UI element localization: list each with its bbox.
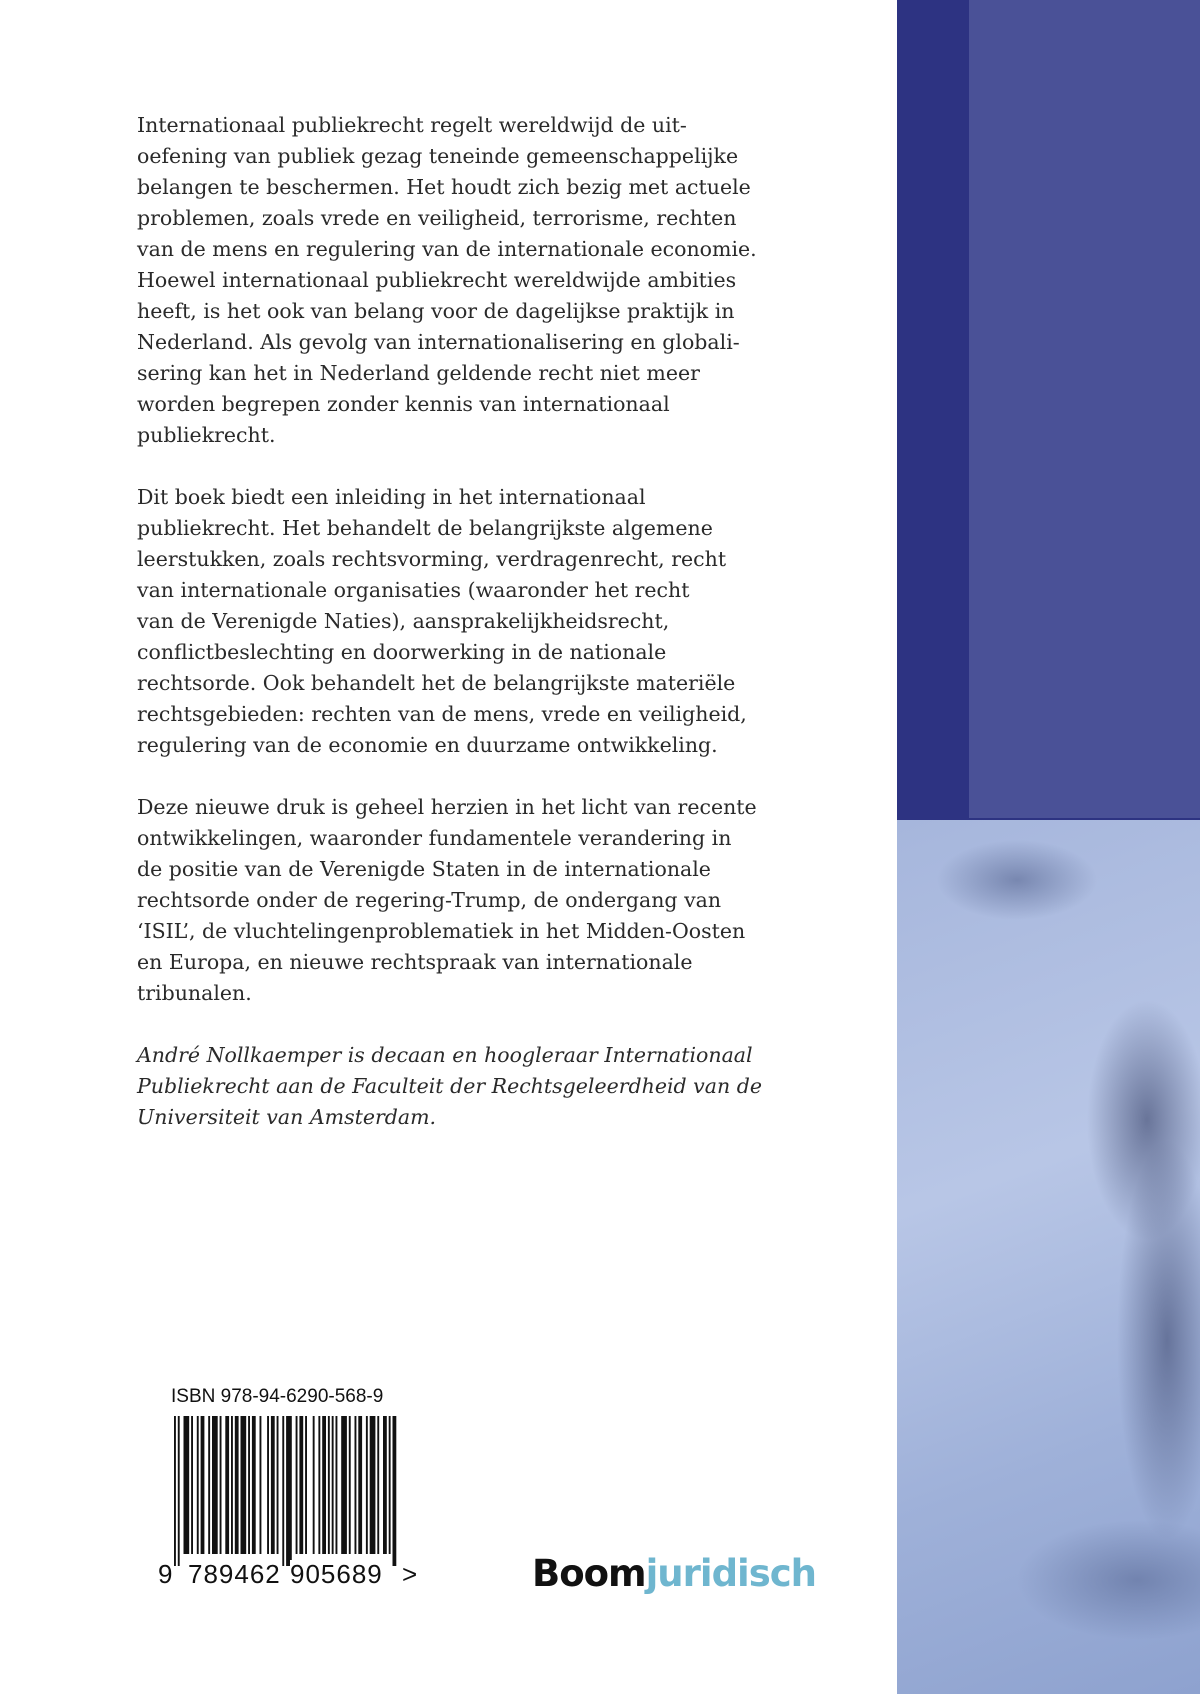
blurb-paragraph [137, 792, 837, 1009]
back-cover-blurb [137, 110, 837, 1164]
text-line: sering kan het in Nederland geldende recht niet meer [137, 361, 700, 385]
barcode-bar [305, 1416, 307, 1554]
logo-boom: Boom [532, 1552, 646, 1595]
text-line: rechtsorde. Ook behandelt het de belangrijkste materiële [137, 671, 736, 695]
barcode-bar [235, 1416, 239, 1554]
text-line: leerstukken, zoals rechtsvorming, verdragenrecht, recht [137, 547, 727, 571]
barcode-bar [299, 1416, 303, 1554]
barcode-bar [341, 1416, 347, 1554]
barcode-bar [231, 1416, 233, 1554]
blurb-paragraph [137, 482, 837, 761]
barcode-bar [208, 1416, 210, 1554]
text-line: Nederland. Als gevolg van internationalisering en globali- [137, 330, 740, 354]
barcode-bar [252, 1416, 256, 1554]
text-line: ‘ISIL’, de vluchtelingenproblematiek in het Midden-Oosten [137, 919, 746, 943]
text-line: conflictbeslechting en doorwerking in de nationale [137, 640, 667, 664]
barcode-digits-left: 789462 [188, 1559, 281, 1589]
barcode-bar [191, 1416, 193, 1554]
barcode-bar [332, 1416, 334, 1554]
text-line: regulering van de economie en duurzame ontwikkeling. [137, 733, 718, 757]
text-line: Deze nieuwe druk is geheel herzien in het licht van recente [137, 795, 757, 819]
barcode-bar [178, 1416, 180, 1566]
text-line: rechtsgebieden: rechten van de mens, vrede en veiligheid, [137, 702, 747, 726]
barcode-bar [377, 1416, 379, 1554]
barcode [174, 1416, 399, 1566]
publisher-logo [532, 1552, 816, 1595]
text-line: Hoewel internationaal publiekrecht wereldwijde ambities [137, 268, 737, 292]
text-line: Publiekrecht aan de Faculteit der Rechtsgeleerdheid van de [137, 1074, 762, 1098]
barcode-bar [393, 1416, 397, 1566]
barcode-bar [370, 1416, 376, 1554]
barcode-bar [322, 1416, 326, 1554]
text-line: rechtsorde onder de regering-Trump, de ondergang van [137, 888, 722, 912]
barcode-bar [267, 1416, 269, 1554]
barcode-bar [358, 1416, 362, 1554]
text-line: publiekrecht. Het behandelt de belangrijkste algemene [137, 516, 713, 540]
barcode-bar [389, 1416, 391, 1554]
barcode-digits-right: 905689 [290, 1559, 383, 1589]
barcode-bar [349, 1416, 351, 1554]
barcode-bar [318, 1416, 320, 1554]
barcode-bar [282, 1416, 284, 1566]
barcode-bar [212, 1416, 218, 1554]
text-line: belangen te beschermen. Het houdt zich bezig met actuele [137, 175, 751, 199]
barcode-bar [197, 1416, 199, 1554]
text-line: van de mens en regulering van de internationale economie. [137, 237, 757, 261]
text-line: Internationaal publiekrecht regelt wereldwijd de uit- [137, 113, 687, 137]
barcode-bar [174, 1416, 176, 1566]
text-line: de positie van de Verenigde Staten in de internationale [137, 857, 711, 881]
barcode-bar [220, 1416, 222, 1554]
barcode-bar [383, 1416, 387, 1554]
barcode-bar [277, 1416, 279, 1554]
logo-juridisch: juridisch [645, 1552, 817, 1595]
blurb-paragraph [137, 110, 837, 451]
barcode-bar [260, 1416, 262, 1554]
text-line: tribunalen. [137, 981, 252, 1005]
text-line: en Europa, en nieuwe rechtspraak van internationale [137, 950, 693, 974]
barcode-bar [313, 1416, 315, 1554]
text-line: ontwikkelingen, waaronder fundamentele verandering in [137, 826, 732, 850]
text-line: van internationale organisaties (waaronder het recht [137, 578, 690, 602]
isbn-label: ISBN 978-94-6290-568-9 [171, 1386, 384, 1407]
text-line: publiekrecht. [137, 423, 276, 447]
barcode-bar [355, 1416, 357, 1554]
text-line: Universiteit van Amsterdam. [137, 1105, 437, 1129]
text-line: Dit boek biedt een inleiding in het internationaal [137, 485, 646, 509]
text-line: oefening van publiek gezag teneinde gemeenschappelijke [137, 144, 739, 168]
dark-strip [897, 0, 969, 820]
text-line: worden begrepen zonder kennis van internationaal [137, 392, 670, 416]
barcode-arrow: > [402, 1559, 418, 1589]
barcode-bar [296, 1416, 298, 1554]
barcode-bar [336, 1416, 338, 1554]
barcode-bar [201, 1416, 205, 1554]
barcode-bar [328, 1416, 330, 1554]
barcode-bar [366, 1416, 368, 1554]
text-line: van de Verenigde Naties), aansprakelijkheidsrecht, [137, 609, 670, 633]
barcode-bar [271, 1416, 275, 1554]
text-line: problemen, zoals vrede en veiligheid, terrorisme, rechten [137, 206, 737, 230]
barcode-bar [184, 1416, 190, 1554]
barcode-lead-digit: 9 [158, 1559, 173, 1589]
assembly-photo [897, 820, 1200, 1694]
barcode-bar [241, 1416, 247, 1554]
cover-side-panel [897, 0, 1200, 1694]
author-bio [137, 1040, 837, 1133]
text-line: André Nollkaemper is decaan en hoogleraar Internationaal [137, 1043, 753, 1067]
barcode-bar [248, 1416, 250, 1554]
barcode-bar [286, 1416, 292, 1566]
barcode-bar [225, 1416, 229, 1554]
text-line: heeft, is het ook van belang voor de dagelijkse praktijk in [137, 299, 735, 323]
